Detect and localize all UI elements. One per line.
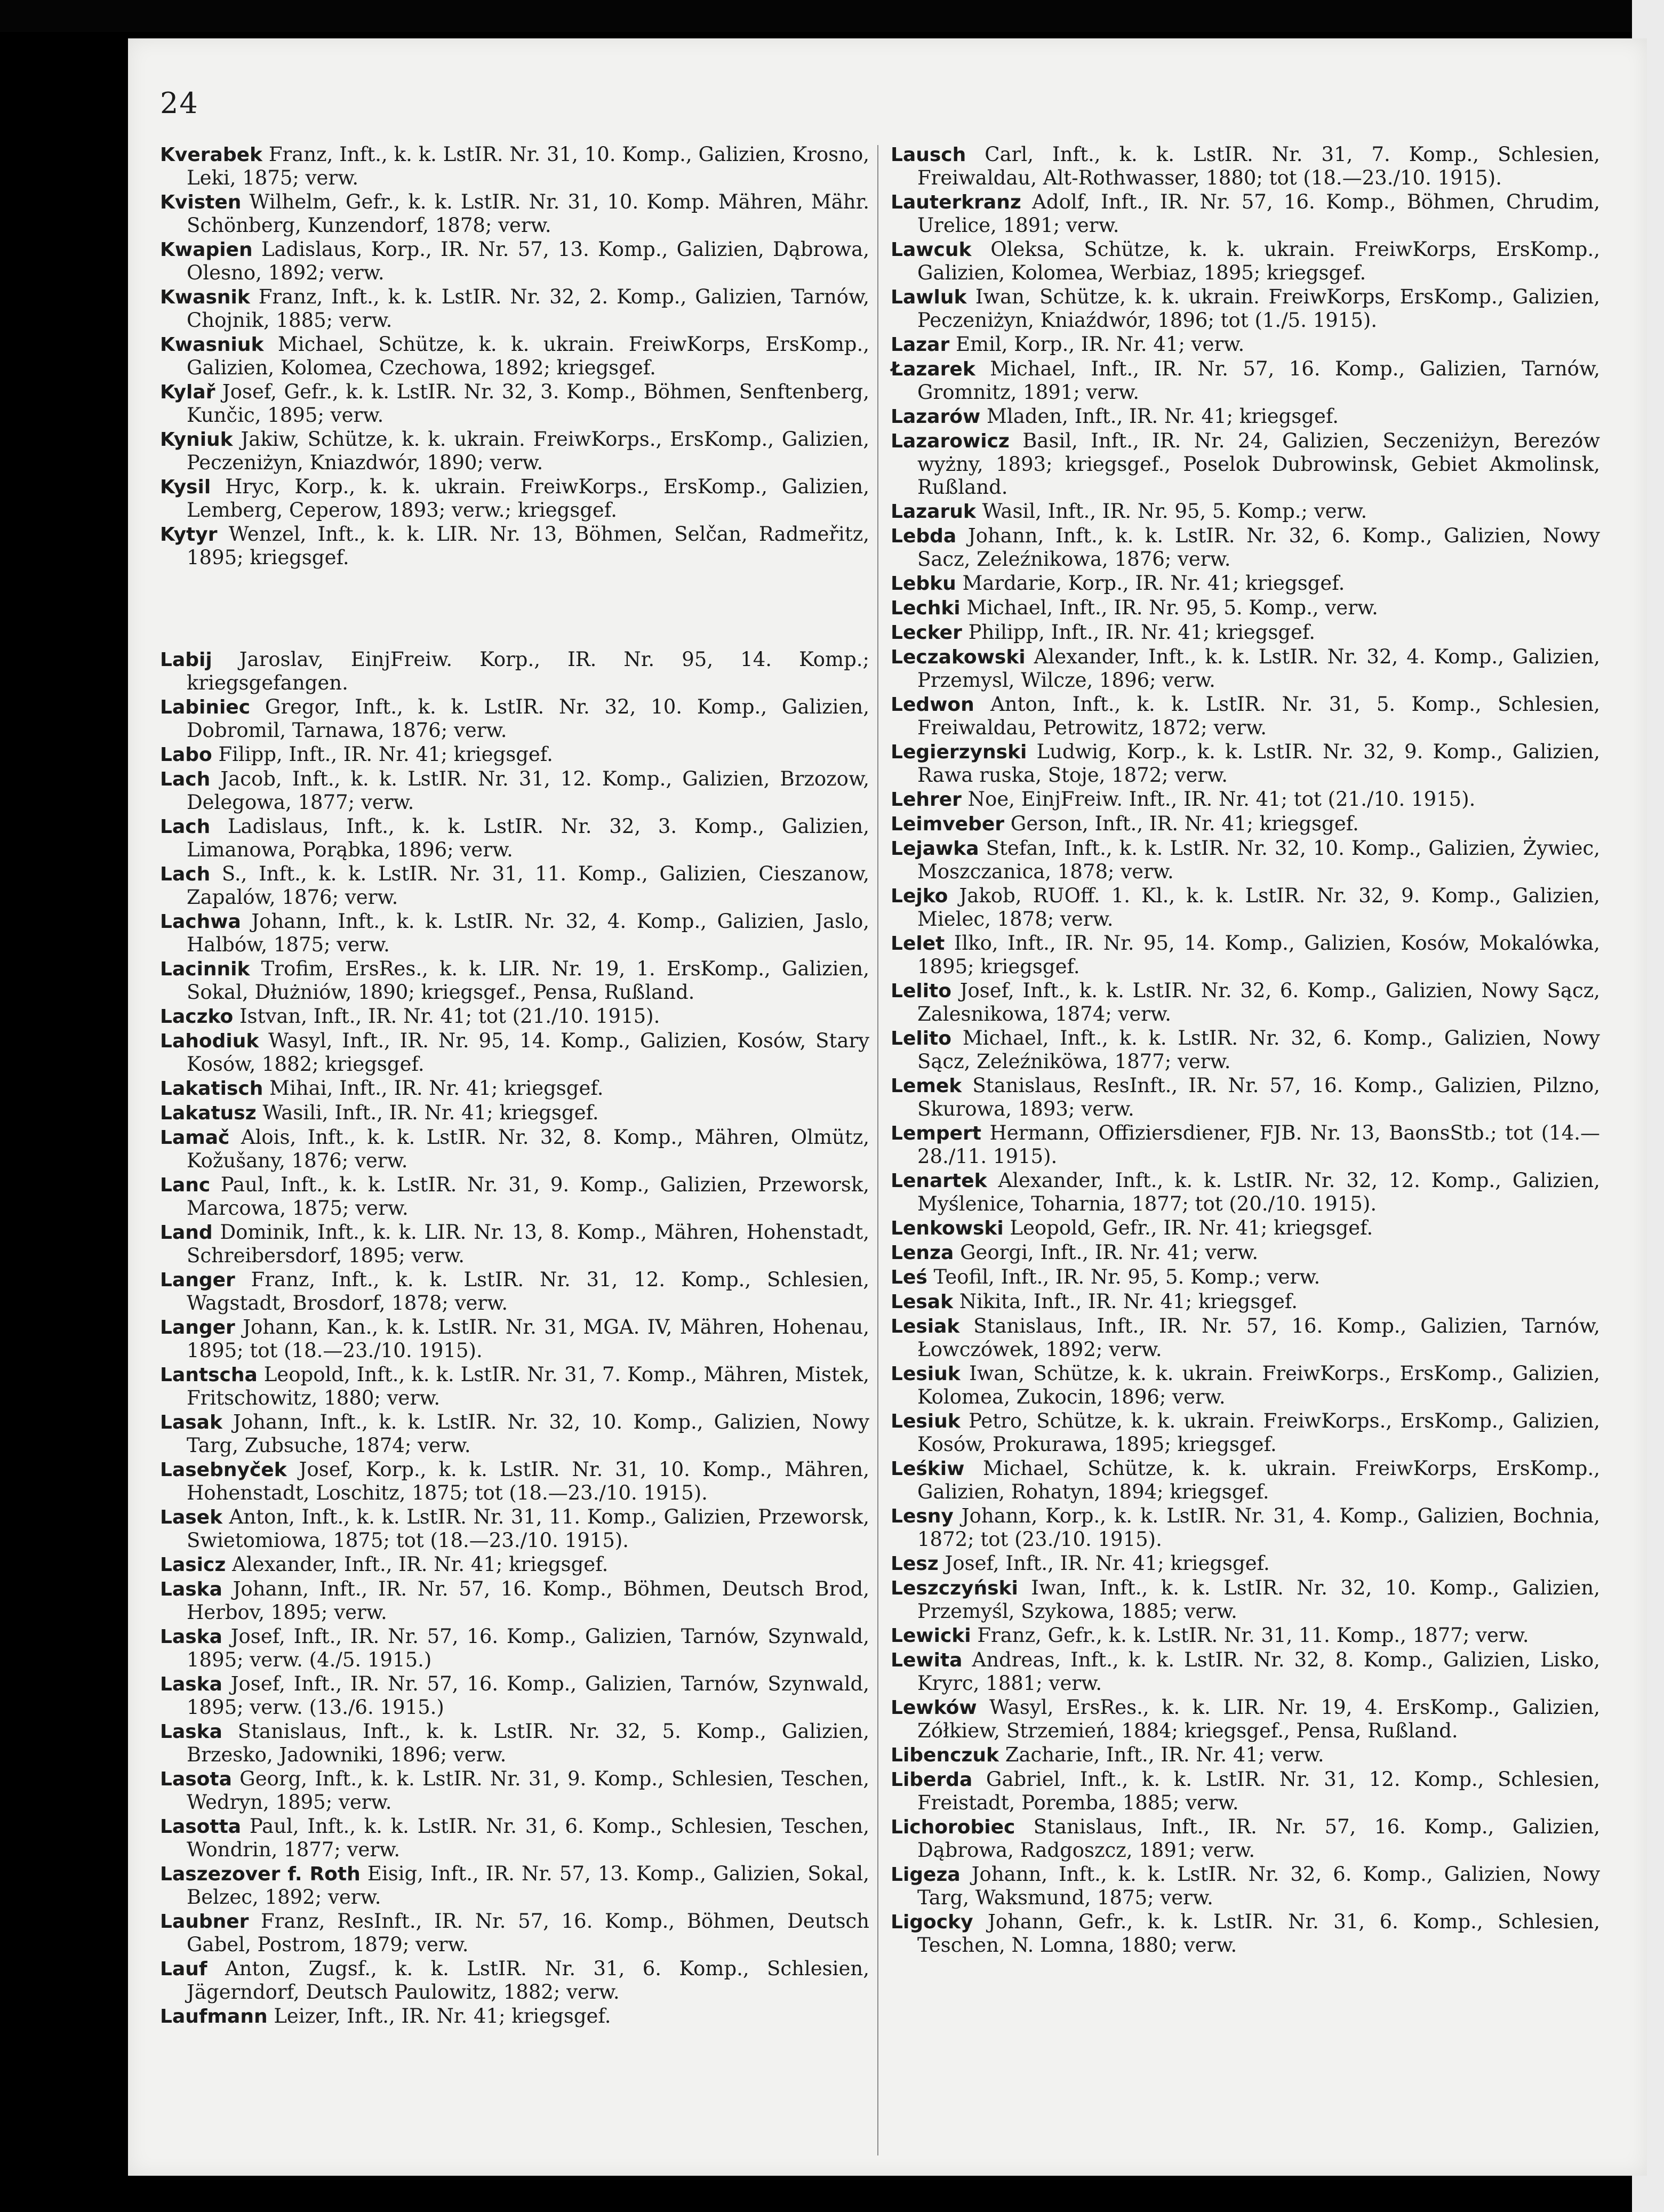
entry-surname: Lanc (160, 1174, 211, 1196)
entry-surname: Labij (160, 649, 212, 671)
entry-details: Michael, Schütze, k. k. ukrain. FreiwKorps, ErsKomp., Galizien, Kolomea, Czechowa, 1892; kriegsgef. (187, 333, 869, 379)
entry-details: Stefan, Inft., k. k. LstIR. Nr. 32, 10. Komp., Galizien, Żywiec, Moszczanica, 1878; verw. (917, 837, 1600, 883)
register-entry (891, 645, 1600, 692)
entry-details: Wenzel, Inft., k. k. LIR. Nr. 13, Böhmen, Selčan, Radmeřitz, 1895; kriegsgef. (187, 523, 869, 569)
entry-details: Anton, Zugsf., k. k. LstIR. Nr. 31, 6. Komp., Schlesien, Jägerndorf, Deutsch Paulowitz, 1882; verw. (187, 1957, 869, 2003)
entry-details: Franz, Inft., k. k. LstIR. Nr. 32, 2. Komp., Galizien, Tarnów, Chojnik, 1885; verw. (187, 285, 869, 332)
entry-details: Johann, Inft., k. k. LstIR. Nr. 32, 4. Komp., Galizien, Jaslo, Halbów, 1875; verw. (187, 910, 869, 956)
entry-details: Josef, Inft., k. k. LstIR. Nr. 32, 6. Komp., Galizien, Nowy Sącz, Zalesnikowa, 1874; verw. (917, 979, 1600, 1025)
entry-surname: Lausch (891, 144, 966, 166)
entry-details: Ludwig, Korp., k. k. LstIR. Nr. 32, 9. Komp., Galizien, Rawa ruska, Stoje, 1872; verw. (917, 740, 1600, 787)
entry-surname: Lach (160, 863, 211, 885)
entry-details: Ladislaus, Korp., IR. Nr. 57, 13. Komp., Galizien, Dąbrowa, Olesno, 1892; verw. (187, 238, 869, 284)
entry-details: Josef, Inft., IR. Nr. 41; kriegsgef. (938, 1552, 1270, 1575)
entry-details: Nikita, Inft., IR. Nr. 41; kriegsgef. (953, 1290, 1298, 1313)
entry-surname: Lebda (891, 525, 957, 547)
register-entry (160, 1767, 869, 1814)
entry-surname: Kytyr (160, 524, 218, 546)
register-entry (891, 190, 1600, 237)
entry-details: Mihai, Inft., IR. Nr. 41; kriegsgef. (263, 1077, 604, 1100)
scan-border-top (0, 0, 1664, 32)
entry-surname: Lasicz (160, 1554, 226, 1576)
register-entry (891, 1863, 1600, 1909)
register-entry (160, 1672, 869, 1719)
entry-surname: Lejawka (891, 838, 979, 860)
entry-surname: Lelito (891, 1028, 951, 1049)
entry-details: Leizer, Inft., IR. Nr. 41; kriegsgef. (267, 2005, 611, 2027)
register-entry (891, 1457, 1600, 1503)
entry-surname: Labo (160, 744, 212, 766)
entry-details: Wasyl, Inft., IR. Nr. 95, 14. Komp., Galizien, Kosów, Stary Kosów, 1882; kriegsgef. (187, 1029, 869, 1076)
entry-details: Josef, Inft., IR. Nr. 57, 16. Komp., Galizien, Tarnów, Szynwald, 1895; verw. (13./6. 1915.) (187, 1672, 869, 1719)
register-entry (160, 1957, 869, 2003)
entry-surname: Lamač (160, 1127, 230, 1149)
entry-details: Jakiw, Schütze, k. k. ukrain. FreiwKorps., ErsKomp., Galizien, Peczeniżyn, Kniazdwór, 1890; verw. (187, 428, 869, 474)
entry-surname: Kysil (160, 476, 211, 498)
entry-details: Leopold, Gefr., IR. Nr. 41; kriegsgef. (1003, 1216, 1373, 1239)
entry-surname: Lawluk (891, 286, 967, 308)
register-entry (160, 1005, 869, 1028)
entry-details: Basil, Inft., IR. Nr. 24, Galizien, Seczeniżyn, Berezów wyżny, 1893; kriegsgef., Poselok Dubrowinsk, Gebiet Akmolinsk, Rußland. (917, 429, 1600, 499)
register-entry (160, 1173, 869, 1220)
entry-details: Alois, Inft., k. k. LstIR. Nr. 32, 8. Komp., Mähren, Olmütz, Kožušany, 1876; verw. (187, 1126, 869, 1172)
entry-details: Gregor, Inft., k. k. LstIR. Nr. 32, 10. Komp., Galizien, Dobromil, Tarnawa, 1876; verw. (187, 695, 869, 742)
entry-details: Anton, Inft., k. k. LstIR. Nr. 31, 5. Komp., Schlesien, Freiwaldau, Petrowitz, 1872; verw. (917, 693, 1600, 739)
entry-details: Franz, Inft., k. k. LstIR. Nr. 31, 10. Komp., Galizien, Krosno, Leki, 1875; verw. (187, 143, 869, 189)
entry-surname: Lahodiuk (160, 1030, 259, 1052)
entry-surname: Laska (160, 1721, 222, 1743)
entry-surname: Kwapien (160, 239, 253, 261)
register-entry (891, 884, 1600, 931)
entry-surname: Lechki (891, 597, 961, 619)
entry-details: Paul, Inft., k. k. LstIR. Nr. 31, 6. Komp., Schlesien, Teschen, Wondrin, 1877; verw. (187, 1815, 869, 1861)
register-entry (160, 1720, 869, 1766)
entry-surname: Lenza (891, 1242, 954, 1264)
entry-details: Iwan, Schütze, k. k. ukrain. FreiwKorps., ErsKomp., Galizien, Kolomea, Zukocin, 1896; verw. (917, 1362, 1600, 1408)
entry-details: Georg, Inft., k. k. LstIR. Nr. 31, 9. Komp., Schlesien, Teschen, Wedryn, 1895; verw. (187, 1767, 869, 1814)
register-entry (160, 2005, 869, 2028)
register-entry (160, 1577, 869, 1624)
register-entry (160, 143, 869, 189)
register-entry (160, 815, 869, 861)
register-entry (160, 333, 869, 379)
register-entry (160, 1553, 869, 1576)
register-entry (891, 572, 1600, 595)
register-entry (160, 1268, 869, 1315)
entry-surname: Lasota (160, 1768, 232, 1790)
entry-surname: Laszezover f. Roth (160, 1863, 361, 1885)
register-entry (891, 1121, 1600, 1168)
entry-details: Ilko, Inft., IR. Nr. 95, 14. Komp., Galizien, Kosów, Mokalówka, 1895; kriegsgef. (917, 932, 1600, 978)
entry-surname: Lakatusz (160, 1102, 257, 1124)
register-entry (891, 837, 1600, 883)
entry-surname: Lasek (160, 1506, 223, 1528)
register-entry (160, 190, 869, 237)
register-entry (160, 285, 869, 332)
entry-surname: Laska (160, 1673, 222, 1695)
section-gap (160, 570, 869, 648)
register-entry (160, 1910, 869, 1956)
register-entry (891, 1576, 1600, 1623)
entry-surname: Lachwa (160, 911, 241, 933)
entry-surname: Laubner (160, 1911, 249, 1933)
entry-surname: Lebku (891, 573, 956, 595)
register-entry (891, 621, 1600, 644)
entry-details: Josef, Gefr., k. k. LstIR. Nr. 32, 3. Komp., Böhmen, Senftenberg, Kunčic, 1895; verw. (187, 380, 869, 427)
entry-details: Johann, Korp., k. k. LstIR. Nr. 31, 4. Komp., Galizien, Bochnia, 1872; tot (23./10. 1915). (917, 1504, 1600, 1551)
entry-details: Mardarie, Korp., IR. Nr. 41; kriegsgef. (956, 572, 1345, 595)
entry-surname: Łazarek (891, 358, 975, 380)
entry-details: Alexander, Inft., k. k. LstIR. Nr. 32, 12. Komp., Galizien, Myślenice, Toharnia, 1877; tot (20./10. 1915). (917, 1169, 1600, 1215)
entry-surname: Leśkiw (891, 1458, 965, 1480)
register-entry (891, 500, 1600, 523)
register-entry (160, 957, 869, 1004)
entry-details: Mladen, Inft., IR. Nr. 41; kriegsgef. (980, 405, 1339, 428)
entry-details: Michael, Inft., IR. Nr. 57, 16. Komp., Galizien, Tarnów, Gromnitz, 1891; verw. (917, 357, 1600, 404)
register-entry (891, 1074, 1600, 1120)
entry-details: Anton, Inft., k. k. LstIR. Nr. 31, 11. Komp., Galizien, Przeworsk, Swietomiowa, 1875; tot (18.—23./10. 1915). (187, 1505, 869, 1552)
entry-surname: Lach (160, 816, 211, 838)
entry-surname: Ligeza (891, 1864, 961, 1886)
entry-details: Jaroslav, EinjFreiw. Korp., IR. Nr. 95, 14. Komp.; kriegsgefangen. (187, 648, 869, 694)
entry-surname: Lesiuk (891, 1363, 961, 1385)
entry-details: Stanislaus, Inft., IR. Nr. 57, 16. Komp., Galizien, Tarnów, Łowczówek, 1892; verw. (917, 1315, 1600, 1361)
entry-details: Stanislaus, ResInft., IR. Nr. 57, 16. Komp., Galizien, Pilzno, Skurowa, 1893; verw. (917, 1074, 1600, 1120)
entry-surname: Lempert (891, 1123, 982, 1144)
entry-details: Adolf, Inft., IR. Nr. 57, 16. Komp., Böhmen, Chrudim, Urelice, 1891; verw. (917, 190, 1600, 237)
register-entry (160, 862, 869, 909)
entry-details: Michael, Inft., IR. Nr. 95, 5. Komp., verw. (960, 596, 1378, 619)
entry-details: Josef, Inft., IR. Nr. 57, 16. Komp., Galizien, Tarnów, Szynwald, 1895; verw. (4./5. 1915.) (187, 1625, 869, 1671)
register-entry (160, 238, 869, 284)
entry-surname: Ligocky (891, 1911, 973, 1933)
register-entry (891, 788, 1600, 811)
entry-details: Oleksa, Schütze, k. k. ukrain. FreiwKorps, ErsKomp., Galizien, Kolomea, Werbiaz, 1895; kriegsgef. (917, 238, 1600, 284)
register-entry (891, 1768, 1600, 1814)
entry-details: Iwan, Schütze, k. k. ukrain. FreiwKorps, ErsKomp., Galizien, Peczeniżyn, Kniaźdwór, 1896; tot (1./5. 1915). (917, 285, 1600, 332)
entry-surname: Lewicki (891, 1625, 971, 1647)
entry-surname: Kvisten (160, 191, 242, 213)
entry-details: Stanislaus, Inft., IR. Nr. 57, 16. Komp., Galizien, Dąbrowa, Radgoszcz, 1891; verw. (917, 1815, 1600, 1862)
entry-surname: Lantscha (160, 1364, 258, 1386)
register-entry (160, 695, 869, 742)
register-entry (891, 1362, 1600, 1408)
entry-details: Trofim, ErsRes., k. k. LIR. Nr. 19, 1. ErsKomp., Galizien, Sokal, Dłużniów, 1890; kriegsgef., Pensa, Rußland. (187, 957, 869, 1004)
entry-details: Iwan, Inft., k. k. LstIR. Nr. 32, 10. Komp., Galizien, Przemyśl, Szykowa, 1885; verw. (917, 1576, 1600, 1623)
entry-details: Carl, Inft., k. k. LstIR. Nr. 31, 7. Komp., Schlesien, Freiwaldau, Alt-Rothwasser, 1880; tot (18.—23./10. 1915). (917, 143, 1600, 189)
entry-surname: Laska (160, 1578, 222, 1600)
entry-surname: Lazarów (891, 406, 981, 428)
entry-surname: Kwasnik (160, 286, 250, 308)
entry-surname: Lecker (891, 622, 962, 644)
register-entry (160, 1505, 869, 1552)
register-entry (160, 767, 869, 814)
entry-surname: Lazarowicz (891, 430, 1010, 452)
register-entry (891, 812, 1600, 836)
entry-surname: Kylař (160, 381, 215, 403)
register-entry (891, 1216, 1600, 1240)
register-entry (891, 285, 1600, 332)
entry-surname: Lesak (891, 1291, 954, 1313)
entry-surname: Leimveber (891, 813, 1005, 835)
entry-details: Petro, Schütze, k. k. ukrain. FreiwKorps., ErsKomp., Galizien, Kosów, Prokurawa, 1895; kriegsgef. (917, 1409, 1600, 1456)
entry-details: Johann, Inft., IR. Nr. 57, 16. Komp., Böhmen, Deutsch Brod, Herbov, 1895; verw. (187, 1577, 869, 1624)
register-entry (160, 648, 869, 694)
register-entry (891, 1169, 1600, 1215)
register-entry (891, 524, 1600, 571)
entry-surname: Land (160, 1222, 213, 1244)
register-entry (891, 1409, 1600, 1456)
entry-details: Franz, Inft., k. k. LstIR. Nr. 31, 12. Komp., Schlesien, Wagstadt, Brosdorf, 1878; verw. (187, 1268, 869, 1315)
entry-surname: Lenartek (891, 1170, 987, 1192)
register-entry (891, 1027, 1600, 1073)
entry-details: Franz, Gefr., k. k. LstIR. Nr. 31, 11. Komp., 1877; verw. (971, 1624, 1529, 1647)
register-entry (891, 693, 1600, 739)
register-entry (891, 1241, 1600, 1264)
entry-details: Gerson, Inft., IR. Nr. 41; kriegsgef. (1004, 812, 1359, 835)
entry-surname: Langer (160, 1317, 235, 1339)
entry-surname: Ledwon (891, 694, 974, 716)
register-entry (891, 357, 1600, 404)
entry-surname: Lasotta (160, 1816, 242, 1838)
entry-details: Georgi, Inft., IR. Nr. 41; verw. (954, 1241, 1259, 1264)
entry-surname: Lehrer (891, 789, 962, 811)
entry-details: Michael, Inft., k. k. LstIR. Nr. 32, 6. Komp., Galizien, Nowy Sącz, Zeleźniköwa, 1877; verw. (917, 1027, 1600, 1073)
entry-surname: Lemek (891, 1075, 962, 1097)
entry-details: Alexander, Inft., k. k. LstIR. Nr. 32, 4. Komp., Galizien, Przemysl, Wilcze, 1896; verw. (917, 645, 1600, 692)
entry-details: Johann, Kan., k. k. LstIR. Nr. 31, MGA. IV, Mähren, Hohenau, 1895; tot (18.—23./10. 1915). (187, 1316, 869, 1362)
entry-details: Michael, Schütze, k. k. ukrain. FreiwKorps, ErsKomp., Galizien, Rohatyn, 1894; kriegsgef. (917, 1457, 1600, 1503)
entry-details: Zacharie, Inft., IR. Nr. 41; verw. (998, 1743, 1324, 1766)
register-entry (891, 979, 1600, 1025)
entry-surname: Leszczyński (891, 1577, 1018, 1599)
entry-surname: Lewita (891, 1649, 963, 1671)
entry-details: Istvan, Inft., IR. Nr. 41; tot (21./10. 1915). (233, 1005, 660, 1028)
entry-details: S., Inft., k. k. LstIR. Nr. 31, 11. Komp., Galizien, Cieszanow, Zapalów, 1876; verw. (187, 862, 869, 909)
register-entry (160, 1410, 869, 1457)
register-entry (160, 1815, 869, 1861)
entry-details: Stanislaus, Inft., k. k. LstIR. Nr. 32, 5. Komp., Galizien, Brzesko, Jadowniki, 1896; verw. (187, 1720, 869, 1766)
entry-details: Wilhelm, Gefr., k. k. LstIR. Nr. 31, 10. Komp. Mähren, Mähr. Schönberg, Kunzendorf, 1878; verw. (187, 190, 869, 237)
entry-details: Philipp, Inft., IR. Nr. 41; kriegsgef. (962, 621, 1316, 644)
entry-surname: Labiniec (160, 696, 251, 718)
register-entry (891, 1743, 1600, 1767)
entry-details: Noe, EinjFreiw. Inft., IR. Nr. 41; tot (21./10. 1915). (961, 788, 1476, 811)
entry-surname: Lasebnyček (160, 1459, 287, 1481)
document-page (128, 38, 1647, 2176)
entry-surname: Lazar (891, 334, 950, 356)
entry-surname: Liberda (891, 1769, 973, 1791)
register-entry (891, 596, 1600, 620)
entry-details: Wasili, Inft., IR. Nr. 41; kriegsgef. (256, 1101, 599, 1124)
register-entry (160, 475, 869, 522)
entry-surname: Lichorobiec (891, 1816, 1015, 1838)
register-entry (160, 1316, 869, 1362)
entry-details: Hermann, Offiziersdiener, FJB. Nr. 13, BaonsStb.; tot (14.—28./11. 1915). (917, 1121, 1600, 1168)
entry-details: Franz, ResInft., IR. Nr. 57, 16. Komp., Böhmen, Deutsch Gabel, Postrom, 1879; verw. (187, 1910, 869, 1956)
entry-surname: Lakatisch (160, 1078, 263, 1100)
entry-surname: Lelito (891, 980, 951, 1002)
register-entry (891, 143, 1600, 189)
right-column (891, 143, 1600, 1958)
entry-surname: Lesny (891, 1505, 954, 1527)
entry-surname: Kyniuk (160, 429, 233, 451)
entry-details: Dominik, Inft., k. k. LIR. Nr. 13, 8. Komp., Mähren, Hohenstadt, Schreibersdorf, 1895; verw. (187, 1221, 869, 1267)
register-entry (891, 1552, 1600, 1575)
register-entry (160, 1862, 869, 1909)
register-entry (160, 910, 869, 956)
register-entry (891, 405, 1600, 428)
entry-surname: Lenkowski (891, 1217, 1004, 1239)
entry-details: Andreas, Inft., k. k. LstIR. Nr. 32, 8. Komp., Galizien, Lisko, Kryrc, 1881; verw. (917, 1648, 1600, 1695)
register-entry (891, 1290, 1600, 1313)
register-entry (891, 932, 1600, 978)
entry-surname: Libenczuk (891, 1744, 999, 1766)
left-column (160, 143, 869, 2029)
entry-details: Leopold, Inft., k. k. LstIR. Nr. 31, 7. Komp., Mähren, Mistek, Fritschowitz, 1880; verw. (187, 1363, 869, 1409)
register-entry (160, 1126, 869, 1172)
entry-details: Filipp, Inft., IR. Nr. 41; kriegsgef. (212, 743, 553, 766)
register-entry (160, 428, 869, 474)
register-entry (891, 1624, 1600, 1647)
register-entry (160, 1625, 869, 1671)
register-entry (160, 1363, 869, 1409)
entry-surname: Lesiuk (891, 1410, 961, 1432)
page-number: 24 (160, 86, 199, 120)
column-divider (877, 145, 878, 2155)
entry-surname: Lesiak (891, 1316, 960, 1337)
entry-surname: Lauf (160, 1958, 207, 1980)
entry-surname: Leś (891, 1267, 927, 1288)
entry-surname: Legierzynski (891, 741, 1027, 763)
entry-details: Johann, Gefr., k. k. LstIR. Nr. 31, 6. Komp., Schlesien, Teschen, N. Lomna, 1880; verw. (917, 1910, 1600, 1957)
register-entry (891, 1910, 1600, 1957)
register-entry (160, 523, 869, 569)
entry-surname: Lazaruk (891, 501, 976, 523)
entry-surname: Lawcuk (891, 239, 972, 261)
register-entry (160, 1029, 869, 1076)
entry-surname: Lewków (891, 1697, 977, 1719)
entry-details: Teofil, Inft., IR. Nr. 95, 5. Komp.; verw. (927, 1265, 1321, 1288)
entry-details: Ladislaus, Inft., k. k. LstIR. Nr. 32, 3. Komp., Galizien, Limanowa, Porąbka, 1896; verw. (187, 815, 869, 861)
register-entry (891, 1315, 1600, 1361)
register-entry (891, 1265, 1600, 1289)
register-entry (891, 333, 1600, 356)
register-entry (160, 1221, 869, 1267)
entry-surname: Lach (160, 768, 211, 790)
register-entry (891, 1815, 1600, 1862)
entry-details: Johann, Inft., k. k. LstIR. Nr. 32, 6. Komp., Galizien, Nowy Sacz, Zeleźnikowa, 1876; verw. (917, 524, 1600, 571)
register-entry (891, 238, 1600, 284)
entry-details: Johann, Inft., k. k. LstIR. Nr. 32, 6. Komp., Galizien, Nowy Targ, Waksmund, 1875; verw. (917, 1863, 1600, 1909)
entry-surname: Laczko (160, 1006, 234, 1028)
register-entry (160, 1458, 869, 1504)
entry-details: Gabriel, Inft., k. k. LstIR. Nr. 31, 12. Komp., Schlesien, Freistadt, Poremba, 1885; verw. (917, 1768, 1600, 1814)
register-entry (160, 743, 869, 766)
entry-surname: Langer (160, 1269, 235, 1291)
entry-surname: Lelet (891, 933, 945, 955)
register-entry (160, 380, 869, 427)
entry-details: Hryc, Korp., k. k. ukrain. FreiwKorps., ErsKomp., Galizien, Lemberg, Ceperow, 1893; verw.; kriegsgef. (187, 475, 869, 522)
register-entry (891, 1696, 1600, 1742)
entry-surname: Kverabek (160, 144, 262, 166)
entry-surname: Lesz (891, 1553, 939, 1575)
entry-surname: Lejko (891, 885, 948, 907)
register-entry (160, 1077, 869, 1100)
register-entry (891, 740, 1600, 787)
entry-details: Alexander, Inft., IR. Nr. 41; kriegsgef. (226, 1553, 609, 1576)
entry-details: Eisig, Inft., IR. Nr. 57, 13. Komp., Galizien, Sokal, Belzec, 1892; verw. (187, 1862, 870, 1909)
entry-surname: Lacinnik (160, 958, 250, 980)
entry-surname: Laufmann (160, 2006, 268, 2027)
register-entry (891, 1504, 1600, 1551)
entry-details: Josef, Korp., k. k. LstIR. Nr. 31, 10. Komp., Mähren, Hohenstadt, Loschitz, 1875; tot (18.—23./10. 1915). (187, 1458, 869, 1504)
entry-surname: Lasak (160, 1412, 222, 1433)
register-entry (160, 1101, 869, 1125)
entry-surname: Laska (160, 1626, 222, 1648)
entry-details: Jakob, RUOff. 1. Kl., k. k. LstIR. Nr. 32, 9. Komp., Galizien, Mielec, 1878; verw. (917, 884, 1600, 931)
entry-details: Paul, Inft., k. k. LstIR. Nr. 31, 9. Komp., Galizien, Przeworsk, Marcowa, 1875; verw. (187, 1173, 869, 1220)
entry-details: Wasyl, ErsRes., k. k. LIR. Nr. 19, 4. ErsKomp., Galizien, Zółkiew, Strzemień, 1884; kriegsgef., Pensa, Rußland. (917, 1696, 1600, 1742)
entry-details: Johann, Inft., k. k. LstIR. Nr. 32, 10. Komp., Galizien, Nowy Targ, Zubsuche, 1874; verw. (187, 1410, 869, 1457)
entry-details: Wasil, Inft., IR. Nr. 95, 5. Komp.; verw. (975, 500, 1367, 523)
entry-surname: Kwasniuk (160, 334, 264, 356)
register-entry (891, 429, 1600, 499)
entry-details: Emil, Korp., IR. Nr. 41; verw. (949, 333, 1245, 356)
entry-surname: Lauterkranz (891, 191, 1021, 213)
entry-details: Jacob, Inft., k. k. LstIR. Nr. 31, 12. Komp., Galizien, Brzozow, Delegowa, 1877; verw. (187, 767, 869, 814)
entry-surname: Leczakowski (891, 646, 1026, 668)
register-entry (891, 1648, 1600, 1695)
